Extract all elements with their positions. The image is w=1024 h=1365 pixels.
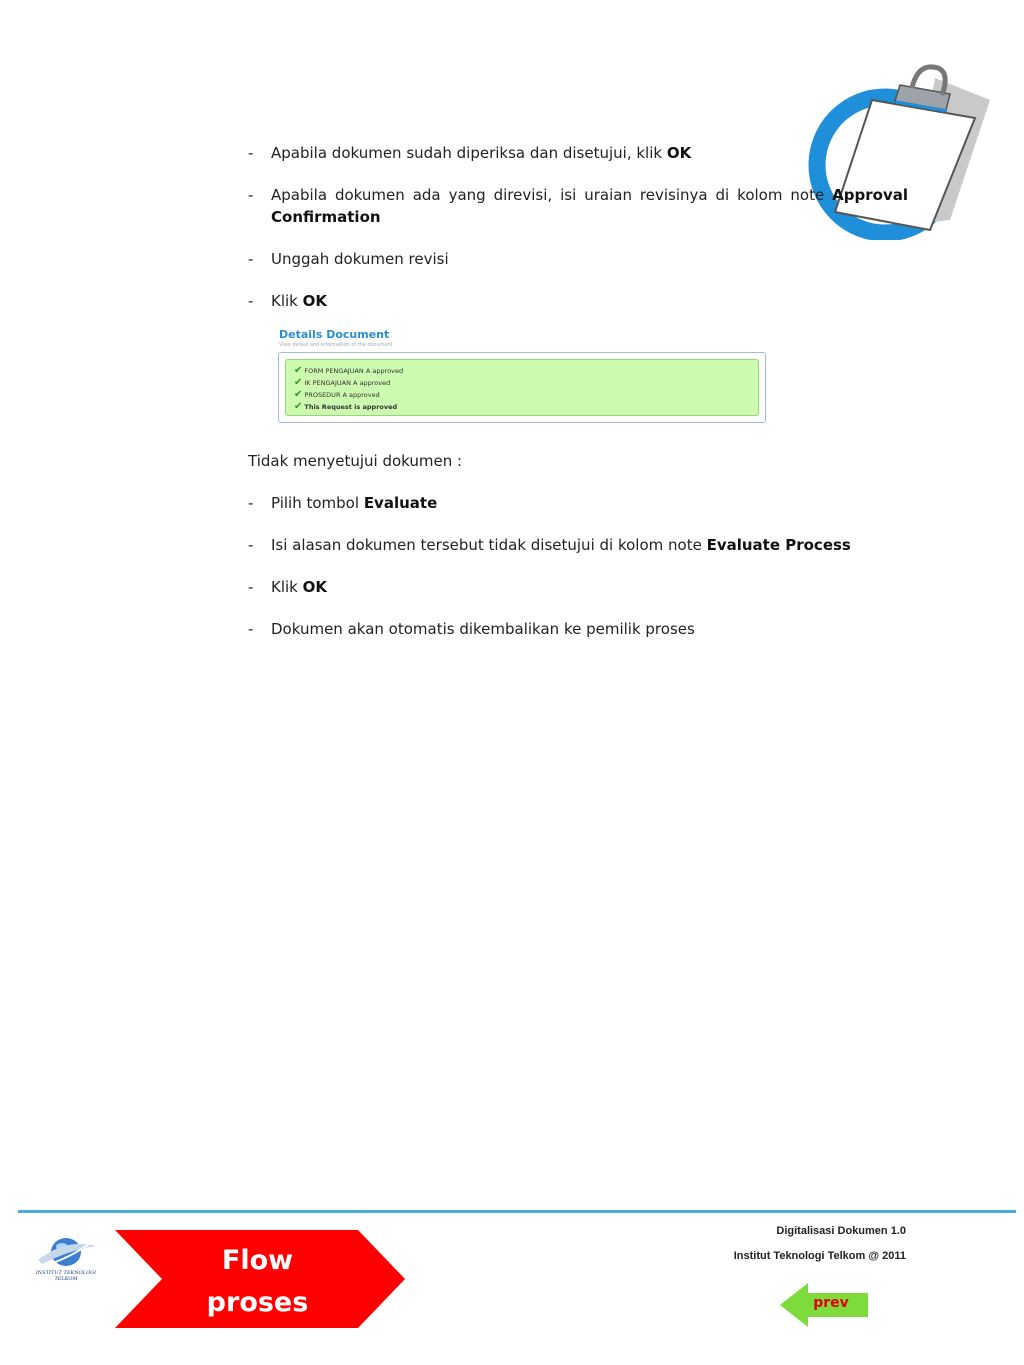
prev-button[interactable]: prev <box>813 1295 849 1311</box>
list-dash: - <box>248 186 254 204</box>
footer-divider <box>18 1210 1016 1213</box>
list-item: - Unggah dokumen revisi <box>248 250 449 268</box>
list-dash: - <box>248 536 254 554</box>
check-icon: ✔ <box>294 377 303 388</box>
approval-item: ✔ FORM PENGAJUAN A approved <box>294 365 404 376</box>
approval-status-box <box>285 359 759 416</box>
check-icon: ✔ <box>294 365 303 376</box>
logo-text: INSTITUT TEKNOLOGI TELKOM <box>35 1270 97 1282</box>
check-icon: ✔ <box>294 401 303 412</box>
approval-panel <box>278 352 766 423</box>
list-item: - Pilih tombol Evaluate <box>248 494 438 512</box>
list-dash: - <box>248 292 254 310</box>
list-dash: - <box>248 144 254 162</box>
list-item: - Klik OK <box>248 292 328 310</box>
list-item: - Apabila dokumen sudah diperiksa dan disetujui, klik OK <box>248 144 692 162</box>
list-item: - Apabila dokumen ada yang direvisi, isi uraian revisinya di kolom note Approval Confirmation <box>248 186 908 226</box>
list-item: - Isi alasan dokumen tersebut tidak disetujui di kolom note Evaluate Process <box>248 536 851 554</box>
list-dash: - <box>248 620 254 638</box>
check-icon: ✔ <box>294 389 303 400</box>
details-title: Details Document <box>279 328 390 341</box>
details-document-screenshot <box>278 328 768 428</box>
list-item: - Klik OK <box>248 578 328 596</box>
list-dash: - <box>248 250 254 268</box>
reject-heading: Tidak menyetujui dokumen : <box>248 452 463 470</box>
copyright: Institut Teknologi Telkom @ 2011 <box>733 1250 906 1262</box>
flow-proses-button[interactable]: Flow proses <box>206 1245 309 1318</box>
list-dash: - <box>248 578 254 596</box>
footer-info <box>734 1219 906 1269</box>
instruction-content <box>248 140 908 640</box>
approval-item: ✔ This Request is approved <box>294 401 398 412</box>
list-item: - Dokumen akan otomatis dikembalikan ke pemilik proses <box>248 620 695 638</box>
details-subtitle: View detaul and information of the document <box>279 342 393 348</box>
list-dash: - <box>248 494 254 512</box>
approval-item: ✔ IK PENGAJUAN A approved <box>294 377 391 388</box>
approval-item: ✔ PROSEDUR A approved <box>294 389 380 400</box>
product-version: Digitalisasi Dokumen 1.0 <box>776 1225 906 1237</box>
